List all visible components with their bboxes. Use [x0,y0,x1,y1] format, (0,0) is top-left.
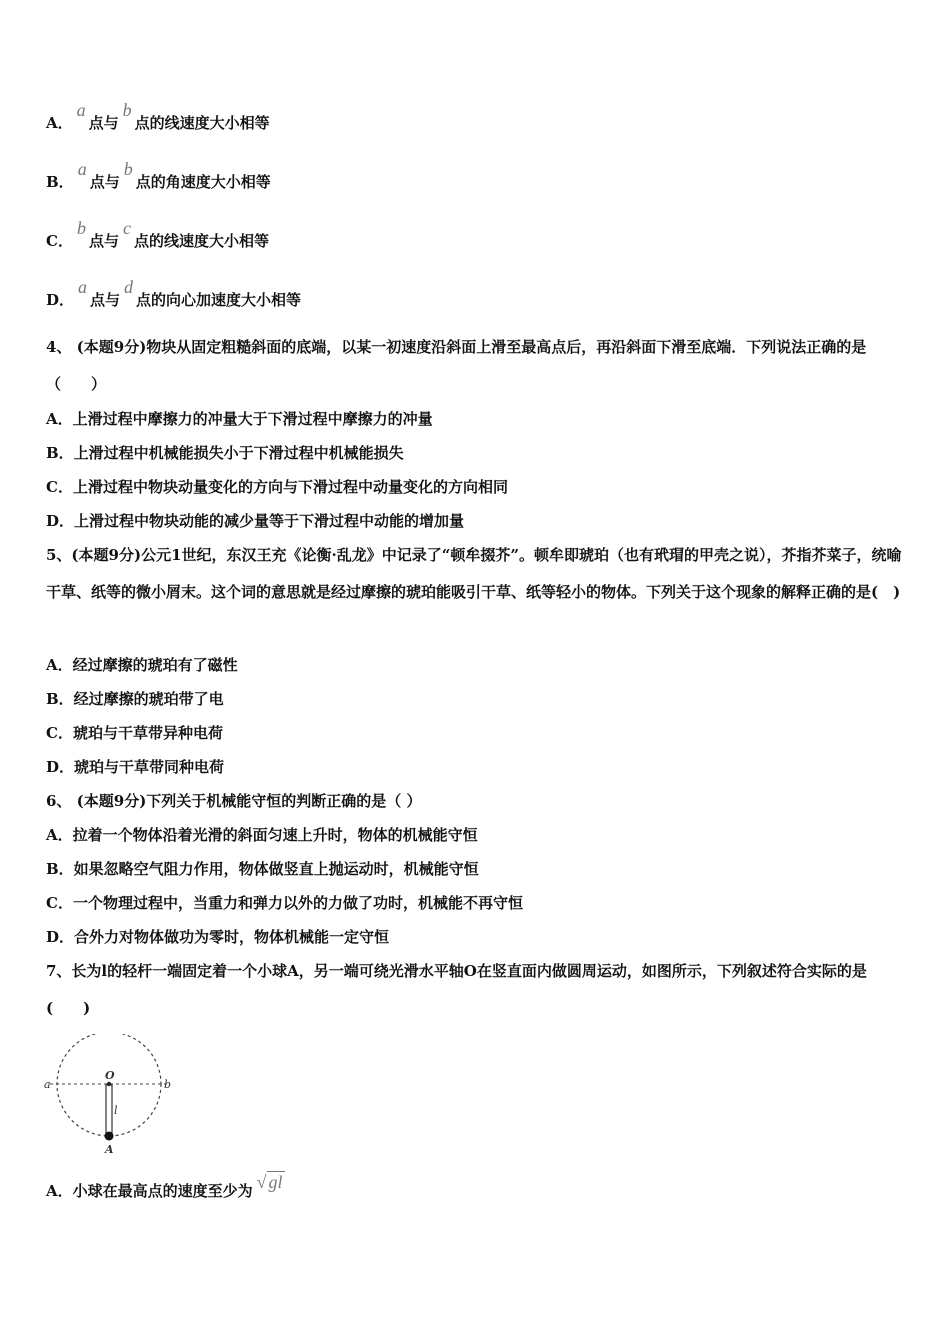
label-b: b [164,1078,172,1091]
q3-option-b: B．a点与b点的角速度大小相等 [46,159,271,191]
label-l: l [114,1104,118,1117]
q6-option-c: C．一个物理过程中，当重力和弹力以外的力做了功时，机械能不再守恒 [46,894,523,912]
q4-option-d: D．上滑过程中物块动能的减少量等于下滑过程中动能的增加量 [46,512,465,530]
q3-option-c: C．b点与c点的线速度大小相等 [46,218,269,250]
rod [106,1085,112,1135]
label-ball: A [105,1143,114,1156]
sqrt-formula: √ gl [256,1172,283,1192]
q5-option-a: A．经过摩擦的琥珀有了磁性 [46,656,238,674]
q7-option-a: A．小球在最高点的速度至少为 √ gl [46,1172,283,1200]
q6-option-d: D．合外力对物体做功为零时，物体机械能一定守恒 [46,928,390,946]
ball-a [105,1132,114,1141]
q5-option-d: D．琥珀与干草带同种电荷 [46,758,225,776]
q4-option-b: B．上滑过程中机械能损失小于下滑过程中机械能损失 [46,444,404,462]
label-a: a [44,1078,51,1091]
q5-option-c: C．琥珀与干草带异种电荷 [46,724,223,742]
q4-option-c: C．上滑过程中物块动量变化的方向与下滑过程中动量变化的方向相同 [46,478,508,496]
label-o: O [105,1069,115,1082]
q4-option-a: A．上滑过程中摩擦力的冲量大于下滑过程中摩擦力的冲量 [46,410,433,428]
q6-stem: 6、 (本题9分)下列关于机械能守恒的判断正确的是（ ） [46,792,422,810]
q5-option-b: B．经过摩擦的琥珀带了电 [46,690,224,708]
q5-stem: 5、(本题9分)公元1世纪，东汉王充《论衡·乱龙》中记录了“顿牟掇芥”。顿牟即琥珀（也有玳瑁的甲壳之说），芥指芥菜子，统喻干草、纸等的微小屑末。这个词的意思就是经过摩擦的琥珀能吸引干草、纸等轻小的物体。下列关于这个现象的解释正确的是( ) [46,546,902,601]
circular-motion-figure [44,1034,174,1159]
q4-stem: 4、 (本题9分)物块从固定粗糙斜面的底端，以某一初速度沿斜面上滑至最高点后，再沿斜面下滑至底端．下列说法正确的是（ ） [46,338,867,393]
q3-option-d: D．a点与d点的向心加速度大小相等 [46,277,302,309]
q6-option-b: B．如果忽略空气阻力作用，物体做竖直上抛运动时，机械能守恒 [46,860,479,878]
q6-option-a: A．拉着一个物体沿着光滑的斜面匀速上升时，物体的机械能守恒 [46,826,478,844]
q3-option-a: A．a点与b点的线速度大小相等 [46,100,270,132]
q7-stem: 7、长为l的轻杆一端固定着一个小球A，另一端可绕光滑水平轴O在竖直面内做圆周运动，如图所示，下列叙述符合实际的是( ) [46,962,867,1017]
